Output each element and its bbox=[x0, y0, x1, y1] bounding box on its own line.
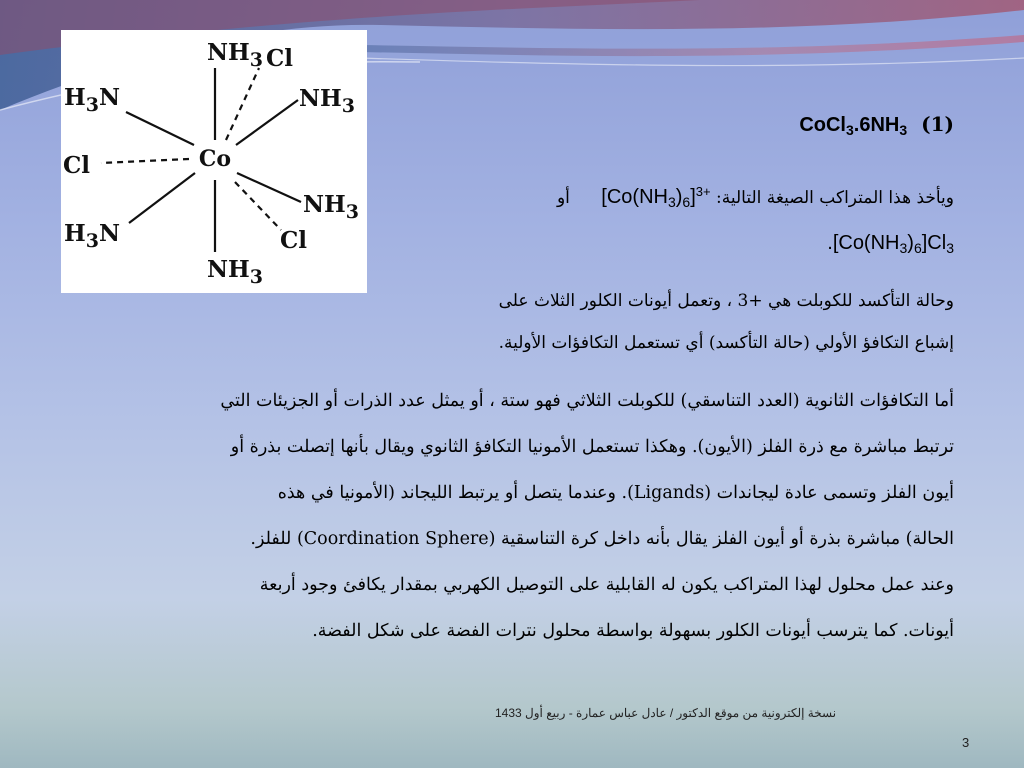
paragraph-line: الحالة) مباشرة بذرة أو أيون الفلز يقال بأنه داخل كرة التناسقية (Coordination Sphere) للفلز. bbox=[250, 529, 954, 549]
formula-line-2 bbox=[394, 232, 954, 256]
octahedral-complex-diagram bbox=[61, 30, 367, 293]
chloride-left-label: Cl bbox=[63, 152, 91, 179]
ligand-upper-left-label: $H_3N$ bbox=[64, 84, 120, 116]
paragraph-line: أيون الفلز وتسمى عادة ليجاندات (Ligands). وعندما يتصل أو يرتبط الليجاند (الأمونيا في هذه bbox=[277, 483, 954, 503]
footer-credit: نسخة إلكترونية من موقع الدكتور / عادل عباس عمارة - ربيع أول 1433 bbox=[495, 706, 837, 720]
formula-intro-text: ويأخذ هذا المتراكب الصيغة التالية: bbox=[716, 188, 954, 208]
paragraph-line: أما التكافؤات الثانوية (العدد التناسقي) للكوبلت الثلاثي فهو ستة ، أو يمثل عدد الذرات أو الجزيئات التي bbox=[220, 391, 954, 411]
paragraph-line: وحالة التأكسد للكوبلت هي +3 ، وتعمل أيونات الكلور الثلاث على bbox=[498, 291, 954, 311]
ligand-lower-left-label: $H_3N$ bbox=[64, 220, 120, 252]
or-word: أو bbox=[556, 188, 570, 208]
salt-formula: $.[Co(NH_3)_6]Cl_3$ bbox=[827, 232, 954, 256]
ligand-bottom-label: $NH_3$ bbox=[207, 256, 263, 288]
complex-structure-figure bbox=[61, 30, 367, 293]
bond-lower-left bbox=[129, 173, 195, 223]
ligand-lower-right-label: $NH_3$ bbox=[303, 191, 359, 223]
bond-upper-left bbox=[126, 112, 194, 145]
paragraph-line: ترتبط مباشرة مع ذرة الفلز (الأيون). وهكذا تستعمل الأمونيا التكافؤ الثانوي ويقال بأنها إتصلت بذرة أو bbox=[230, 437, 954, 457]
dashed-bond-left bbox=[101, 159, 189, 163]
chloride-bottom-right-label: Cl bbox=[280, 227, 308, 254]
compound-formula-heading bbox=[554, 112, 954, 138]
oxidation-state-paragraph bbox=[499, 280, 954, 364]
equation-number: (1) bbox=[921, 112, 954, 136]
paragraph-line: إشباع التكافؤ الأولي (حالة التأكسد) أي تستعمل التكافؤات الأولية. bbox=[498, 333, 954, 353]
complex-ion-formula: $[Co(NH_3)_6]^{3+}$ bbox=[601, 184, 711, 210]
formula-line-1 bbox=[394, 184, 954, 210]
page-number: 3 bbox=[962, 735, 970, 750]
ligand-upper-right-label: $NH_3$ bbox=[299, 85, 355, 117]
formula: $CoCl_3.6NH_3$ bbox=[799, 114, 908, 138]
center-atom-label: Co bbox=[198, 146, 232, 172]
paragraph-line: وعند عمل محلول لهذا المتراكب يكون له القابلية على التوصيل الكهربي بمقدار يكافئ وجود أربعة bbox=[259, 575, 954, 595]
bond-upper-right bbox=[236, 100, 298, 145]
bond-lower-right bbox=[237, 173, 301, 202]
dashed-bond-top-right bbox=[226, 68, 259, 140]
secondary-valency-paragraph bbox=[220, 378, 954, 654]
chloride-top-right-label: Cl bbox=[266, 45, 294, 72]
paragraph-line: أيونات. كما يترسب أيونات الكلور بسهولة بواسطة محلول نترات الفضة على شكل الفضة. bbox=[312, 621, 954, 641]
ligand-top-label: $NH_3$ bbox=[207, 39, 263, 71]
